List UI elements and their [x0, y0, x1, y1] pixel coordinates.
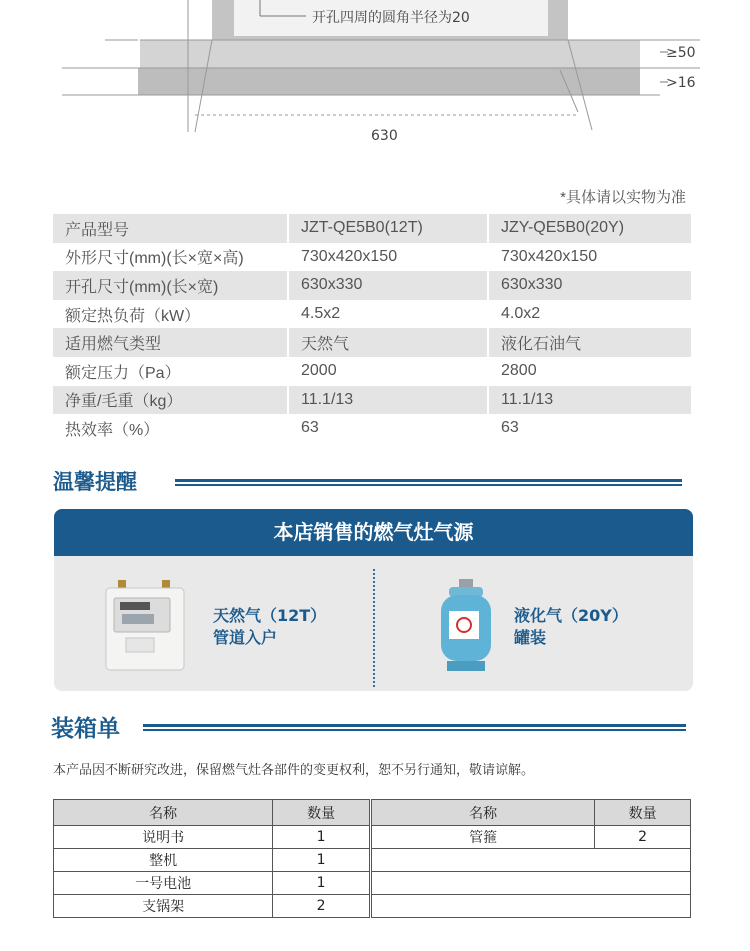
- table-row-empty: [372, 849, 691, 872]
- gas-card-title: 本店销售的燃气灶气源: [54, 509, 693, 556]
- spec-label: 热效率（%）: [65, 421, 160, 439]
- header-qty: 数量: [273, 800, 370, 826]
- table-row: [54, 872, 370, 895]
- table-header-row: [54, 800, 370, 826]
- gas-cylinder-icon: [437, 577, 495, 673]
- spec-value-20y: 4.0x2: [487, 300, 691, 329]
- gas-meter-icon: [104, 576, 186, 672]
- table-row: [372, 826, 691, 849]
- table-row: [54, 849, 370, 872]
- spec-value-20y: 2800: [487, 357, 691, 386]
- card-divider: [373, 569, 375, 687]
- gas-source-card: [54, 509, 693, 691]
- spec-row: [53, 271, 691, 300]
- section-divider: [143, 724, 686, 731]
- spec-value-20y: 630x330: [487, 271, 691, 300]
- spec-row: [53, 386, 691, 415]
- spec-label: 净重/毛重（kg）: [53, 386, 287, 415]
- spec-value-12t: 2000: [287, 357, 487, 386]
- item-qty: 1: [273, 872, 370, 895]
- packing-title: 装箱单: [51, 716, 120, 742]
- dimension-thickness: >16: [666, 75, 696, 91]
- spec-row: [53, 300, 691, 329]
- spec-label: 额定热负荷（kW）: [65, 307, 201, 325]
- spec-value-20y: 63: [487, 414, 691, 443]
- packing-table-right: [371, 799, 691, 918]
- natural-gas-type: 天然气（12T）: [213, 606, 327, 625]
- spec-value-12t: 730x420x150: [287, 243, 487, 272]
- spec-row: [53, 414, 691, 443]
- dimension-width: 630: [371, 128, 398, 144]
- spec-value-12t: 11.1/13: [287, 386, 487, 415]
- hole-radius-note: 开孔四周的圆角半径为20: [312, 10, 470, 26]
- spec-label: 开孔尺寸(mm)(长×宽): [53, 271, 287, 300]
- dimension-top-clearance: ≥50: [666, 45, 696, 61]
- item-name: 一号电池: [54, 872, 273, 895]
- spec-label: 外形尺寸(mm)(长×宽×高): [65, 250, 244, 268]
- table-row: [54, 826, 370, 849]
- spec-table: [53, 214, 691, 443]
- item-qty: 2: [273, 895, 370, 918]
- empty-cell: [372, 849, 691, 872]
- spec-row: [53, 328, 691, 357]
- spec-value-12t: JZT-QE5B0(12T): [287, 214, 487, 243]
- header-name: 名称: [54, 800, 273, 826]
- spec-label: 适用燃气类型: [53, 328, 287, 357]
- packing-disclaimer: 本产品因不断研究改进，保留燃气灶各部件的变更权利，恕不另行通知，敬请谅解。: [53, 763, 535, 778]
- table-row-empty: [372, 895, 691, 918]
- item-name: 说明书: [54, 826, 273, 849]
- spec-value-12t: 天然气: [287, 328, 487, 357]
- packing-table-left: [53, 799, 370, 918]
- natural-gas-supply: 管道入户: [213, 628, 278, 647]
- spec-value-20y: 11.1/13: [487, 386, 691, 415]
- header-qty: 数量: [595, 800, 691, 826]
- empty-cell: [372, 895, 691, 918]
- cutout-diagram: [0, 0, 750, 160]
- spec-row: [53, 357, 691, 386]
- spec-row: [53, 214, 691, 243]
- item-name: 支锅架: [54, 895, 273, 918]
- header-name: 名称: [372, 800, 595, 826]
- item-name: 管箍: [372, 826, 595, 849]
- spec-value-12t: 630x330: [287, 271, 487, 300]
- item-name: 整机: [54, 849, 273, 872]
- spec-value-20y: 液化石油气: [487, 328, 691, 357]
- spec-value-20y: JZY-QE5B0(20Y): [487, 214, 691, 243]
- spec-label: 额定压力（Pa）: [65, 364, 181, 382]
- spec-value-12t: 63: [287, 414, 487, 443]
- table-row: [54, 895, 370, 918]
- section-divider: [175, 479, 682, 486]
- item-qty: 1: [273, 826, 370, 849]
- lpg-type: 液化气（20Y）: [514, 606, 628, 625]
- spec-row: [53, 243, 691, 272]
- table-header-row: [372, 800, 691, 826]
- spec-note: *具体请以实物为准: [560, 189, 686, 206]
- table-row-empty: [372, 872, 691, 895]
- empty-cell: [372, 872, 691, 895]
- spec-label: 产品型号: [53, 214, 287, 243]
- spec-value-20y: 730x420x150: [487, 243, 691, 272]
- item-qty: 2: [595, 826, 691, 849]
- reminder-title: 温馨提醒: [53, 470, 137, 494]
- item-qty: 1: [273, 849, 370, 872]
- lpg-supply: 罐装: [514, 628, 547, 647]
- spec-value-12t: 4.5x2: [287, 300, 487, 329]
